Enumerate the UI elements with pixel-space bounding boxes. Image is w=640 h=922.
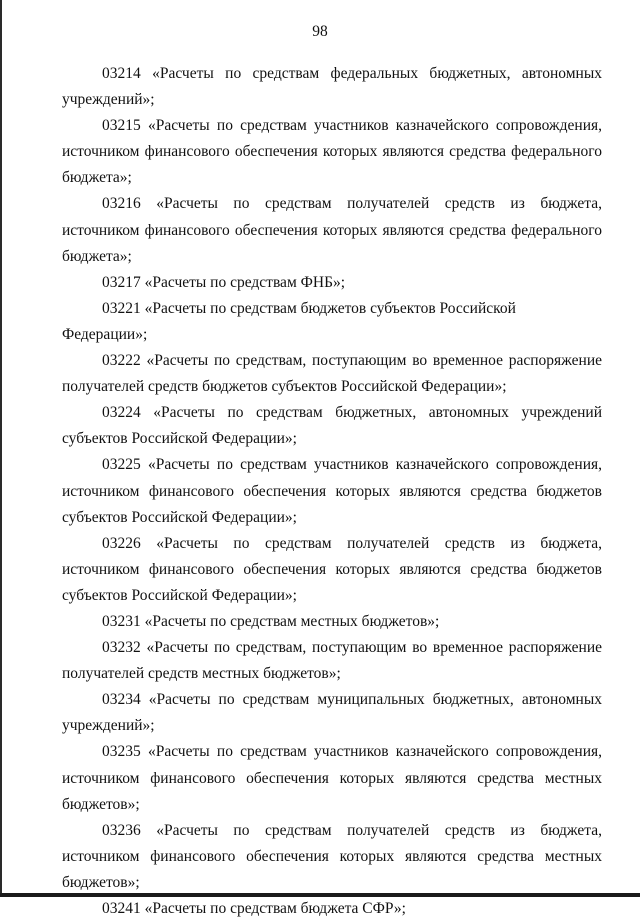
page-number: 98: [312, 23, 328, 40]
paragraph-03214: 03214 «Расчеты по средствам федеральных бюджетных, автономных учреждений»;: [62, 65, 602, 109]
document-body: [62, 61, 602, 922]
scan-bottom-edge: [0, 893, 640, 897]
paragraph-03221: 03221 «Расчеты по средствам бюджетов субъектов Российской Федерации»;: [62, 299, 516, 343]
paragraph-03234: 03234 «Расчеты по средствам муниципальных бюджетных, автономных учреждений»;: [62, 691, 602, 735]
paragraph-03222: 03222 «Расчеты по средствам, поступающим во временное распоряжение получателей средств бюджетов субъектов Российской Федерации»;: [62, 352, 602, 396]
paragraph-03236: 03236 «Расчеты по средствам получателей средств из бюджета, источником финансового обеспечения которых являются средства местных бюджетов»;: [62, 821, 602, 891]
paragraph-03241: 03241 «Расчеты по средствам бюджета СФР»;: [102, 900, 406, 917]
paragraph-03232: 03232 «Расчеты по средствам, поступающим во временное распоряжение получателей средств местных бюджетов»;: [62, 639, 602, 683]
paragraph-03217: 03217 «Расчеты по средствам ФНБ»;: [102, 273, 346, 291]
paragraph-03225: 03225 «Расчеты по средствам участников казначейского сопровождения, источником финансового обеспечения которых являются средства бюджетов субъектов Российской Федерации»;: [62, 456, 602, 526]
paragraph-03231: 03231 «Расчеты по средствам местных бюджетов»;: [102, 612, 440, 630]
paragraph-03215: 03215 «Расчеты по средствам участников казначейского сопровождения, источником финансового обеспечения которых являются средства федерального бюджета»;: [62, 117, 602, 187]
paragraph-03224: 03224 «Расчеты по средствам бюджетных, автономных учреждений субъектов Российской Федерации»;: [62, 404, 602, 448]
paragraph-03235: 03235 «Расчеты по средствам участников казначейского сопровождения, источником финансового обеспечения которых являются средства местных бюджетов»;: [62, 743, 602, 813]
scan-left-edge: [0, 0, 2, 897]
paragraph-03216: 03216 «Расчеты по средствам получателей средств из бюджета, источником финансового обеспечения которых являются средства федерального бюджета»;: [62, 195, 602, 265]
paragraph-03226: 03226 «Расчеты по средствам получателей средств из бюджета, источником финансового обеспечения которых являются средства бюджетов субъектов Российской Федерации»;: [62, 534, 602, 604]
